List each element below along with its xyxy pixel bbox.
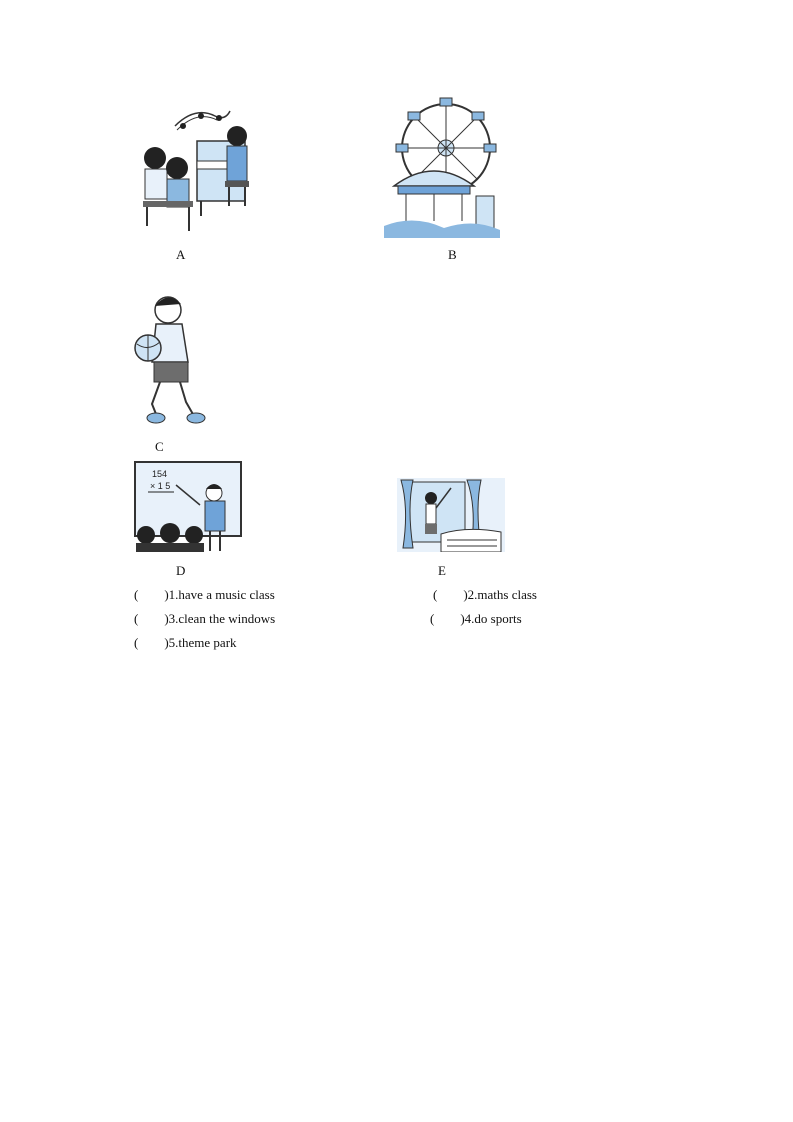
picture-c-sports <box>134 292 206 430</box>
question-5: ( )5.theme park <box>134 635 237 650</box>
label-b: B <box>448 247 457 262</box>
label-c: C <box>155 439 164 454</box>
question-4: ( )4.do sports <box>430 611 522 626</box>
theme-park-illustration <box>384 96 500 238</box>
label-e: E <box>438 563 446 578</box>
music-class-illustration <box>135 96 265 238</box>
picture-d-maths-class <box>134 461 242 552</box>
label-d: D <box>176 563 186 578</box>
question-1: ( )1.have a music class <box>134 587 275 602</box>
label-a: A <box>176 247 186 262</box>
board-line1: 154 <box>152 469 168 479</box>
maths-class-illustration <box>134 461 242 552</box>
board-line2: × 1 5 <box>150 481 171 491</box>
picture-e-cleaning-windows <box>397 478 505 552</box>
picture-b-theme-park <box>384 96 500 238</box>
picture-a-music-class <box>135 96 265 238</box>
question-3: ( )3.clean the windows <box>134 611 276 626</box>
cleaning-windows-illustration <box>397 478 505 552</box>
question-2: ( )2.maths class <box>433 587 537 602</box>
boy-with-ball-illustration <box>134 292 206 430</box>
